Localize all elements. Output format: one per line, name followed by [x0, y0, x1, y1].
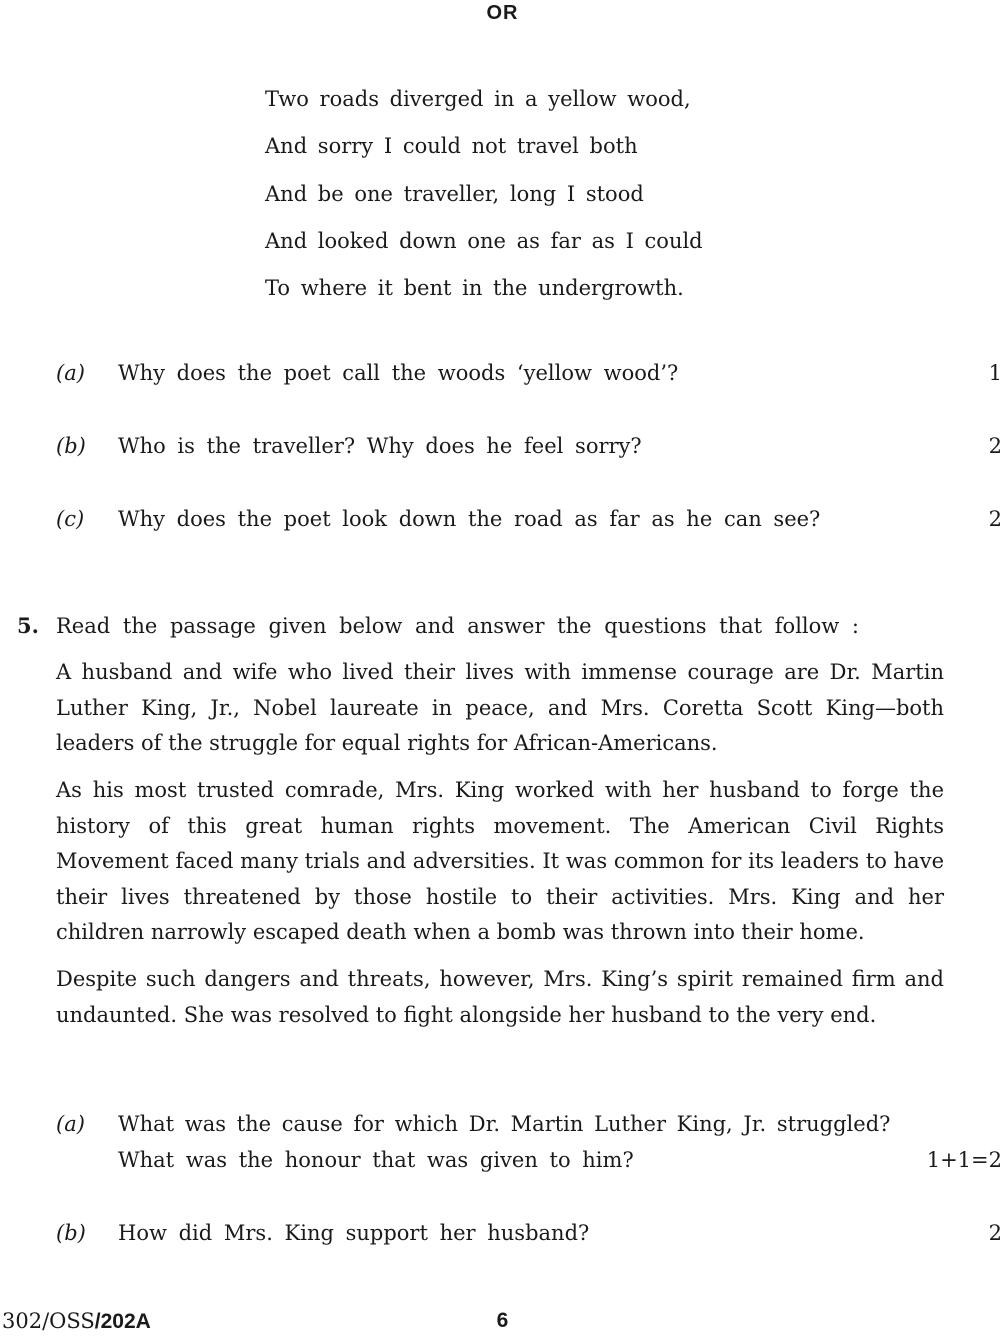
question-label: (a) — [56, 361, 85, 385]
paper-code-suffix: /202A — [94, 1310, 151, 1333]
question-label: (a) — [56, 1112, 85, 1136]
question-label: (b) — [56, 1221, 86, 1245]
question-text: Who is the traveller? Why does he feel sorry? — [118, 434, 642, 458]
question-text: How did Mrs. King support her husband? — [118, 1221, 590, 1245]
question-text-continued: What was the honour that was given to him? — [118, 1148, 634, 1172]
section-instruction: Read the passage given below and answer the questions that follow : — [56, 614, 859, 638]
or-separator: OR — [486, 2, 519, 24]
passage-paragraph: Despite such dangers and threats, however, Mrs. King’s spirit remained firm and undaunted. She was resolved to fight alongside her husband to the very end. — [56, 967, 944, 1027]
passage-paragraph: A husband and wife who lived their lives with immense courage are Dr. Martin Luther King, Jr., Nobel laureate in peace, and Mrs. Coretta Scott King—both leaders of the struggle for equal rights for African-Americans. — [56, 660, 944, 755]
poem-line: Two roads diverged in a yellow wood, — [265, 87, 691, 111]
question-marks: 2 — [988, 434, 1002, 458]
poem-line: And looked down one as far as I could — [265, 228, 703, 253]
question-marks: 1+1=2 — [926, 1148, 1002, 1172]
question-marks: 2 — [988, 1221, 1002, 1245]
question-marks: 1 — [988, 361, 1002, 385]
section-number: 5. — [17, 613, 39, 638]
page-number: 6 — [496, 1309, 509, 1332]
question-label: (c) — [56, 507, 85, 531]
poem-line: To where it bent in the undergrowth. — [265, 276, 684, 301]
question-text: Why does the poet look down the road as far as he can see? — [118, 507, 821, 531]
poem-stanza — [265, 84, 703, 320]
passage-paragraph: As his most trusted comrade, Mrs. King worked with her husband to forge the history of this great human rights movement. The American Civil Rights Movement faced many trials and adversities. It was common for its leaders to have their lives threatened by those hostile to their activities. Mrs. King and her children narrowly escaped death when a bomb was thrown into their home. — [56, 778, 944, 944]
question-text: What was the cause for which Dr. Martin Luther King, Jr. struggled? — [118, 1112, 891, 1136]
question-marks: 2 — [988, 507, 1002, 531]
poem-line: And sorry I could not travel both — [265, 134, 638, 159]
paper-code-prefix: 302/OSS — [2, 1309, 95, 1333]
poem-line: And be one traveller, long I stood — [265, 181, 644, 206]
question-text: Why does the poet call the woods ‘yellow wood’? — [118, 361, 679, 385]
question-label: (b) — [56, 434, 86, 458]
